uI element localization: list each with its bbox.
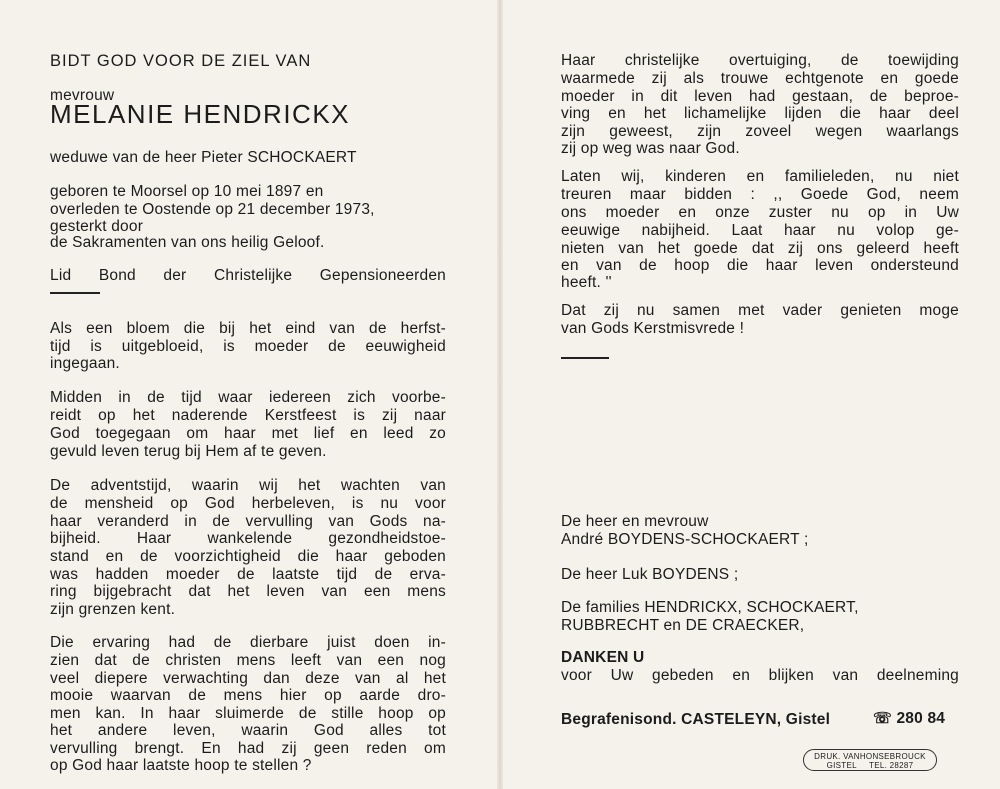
text-line: Midden in de tijd waar iedereen zich voorbe-	[50, 389, 446, 406]
text-line: zij op weg was naar God.	[561, 140, 740, 157]
deceased-name: MELANIE HENDRICKX	[50, 99, 350, 129]
text-line: Als een bloem die bij het eind van de herfst-	[50, 320, 446, 337]
undertaker-name: Begrafenisond. CASTELEYN, Gistel	[561, 711, 831, 728]
undertaker-phone	[873, 710, 945, 728]
text-line: Dat zij nu samen met vader genieten moge	[561, 302, 959, 319]
text-line: was hadden moeder de laatste tijd de erva-	[50, 566, 446, 583]
text-line: veel diepere verwachting dan deze van al het	[50, 670, 446, 687]
bio-line: gesterkt door	[50, 218, 144, 235]
text-line: ring bijgebracht dat het leven van een mens	[50, 583, 446, 600]
text-line: tijd is uitgebloeid, is moeder de eeuwigheid	[50, 338, 446, 355]
text-line: ving en het lichamelijke lijden die haar deel	[561, 105, 959, 122]
phone-number: 280 84	[896, 710, 946, 727]
right-page	[503, 0, 1000, 789]
text-line: haar veranderd in de vervulling van Gods na-	[50, 513, 446, 530]
heading: BIDT GOD VOOR DE ZIEL VAN	[50, 52, 312, 70]
text-line: Die ervaring had de dierbare juist doen in-	[50, 634, 446, 651]
text-line: zijn grenzen kent.	[50, 601, 176, 618]
text-line: op God haar laatste hoop te stellen ?	[50, 757, 312, 774]
thanks-line: De heer Luk BOYDENS ;	[561, 566, 739, 583]
printer-line: GISTEL TEL. 28287	[826, 761, 914, 770]
telephone-icon: ☏	[873, 710, 892, 727]
text-line: nieten van het goede dat zij ons geleerd heeft	[561, 240, 959, 257]
text-line: mooie waarvan de mens hier op aarde dro-	[50, 687, 446, 704]
thanks-line: voor Uw gebeden en blijken van deelneming	[561, 667, 959, 684]
text-line: De adventstijd, waarin wij het wachten van	[50, 477, 446, 494]
text-line: heeft. ''	[561, 274, 612, 291]
text-line: Laten wij, kinderen en familieleden, nu niet	[561, 168, 959, 185]
thanks-line: De heer en mevrouw	[561, 513, 709, 530]
membership-line: Lid Bond der Christelijke Gepensioneerden	[50, 267, 446, 284]
text-line: ingegaan.	[50, 355, 120, 372]
widow-line: weduwe van de heer Pieter SCHOCKAERT	[50, 149, 357, 166]
thanks-line: DANKEN U	[561, 649, 645, 666]
text-line: waarmede zij als trouwe echtgenote en goede	[561, 70, 959, 87]
divider	[50, 292, 100, 294]
text-line: bijheid. Haar wankelende gezondheidstoe-	[50, 530, 446, 547]
text-line: en van de hoop die haar leven ondersteund	[561, 257, 959, 274]
text-line: Haar christelijke overtuiging, de toewijding	[561, 52, 959, 69]
text-line: het andere leven, waarin God alles tot	[50, 722, 446, 739]
text-line: van Gods Kerstmisvrede !	[561, 320, 745, 337]
text-line: men kan. In haar sluimerde de stille hoop op	[50, 705, 446, 722]
text-line: God toegegaan om haar met lief en leed zo	[50, 425, 446, 442]
text-line: stand en de voorzichtigheid die haar geboden	[50, 548, 446, 565]
bio-line: overleden te Oostende op 21 december 1973,	[50, 201, 375, 218]
title-prefix: mevrouw	[50, 87, 115, 104]
text-line: treuren maar bidden : ,, Goede God, neem	[561, 186, 959, 203]
text-line: ons moeder en onze zuster nu op in Uw	[561, 204, 959, 221]
bio-line: de Sakramenten van ons heilig Geloof.	[50, 234, 325, 251]
thanks-line: RUBBRECHT en DE CRAECKER,	[561, 617, 805, 634]
text-line: eeuwige nabijheid. Laat haar nu volop ge-	[561, 222, 959, 239]
thanks-line: De families HENDRICKX, SCHOCKAERT,	[561, 599, 859, 616]
text-line: vervulling brengt. En had zij geen reden om	[50, 740, 446, 757]
text-line: zien dat de christen mens leeft van een nog	[50, 652, 446, 669]
text-line: reidt op het naderende Kerstfeest is zij naar	[50, 407, 446, 424]
printer-stamp	[803, 749, 937, 771]
text-line: zijn geweest, zijn zoveel wegen waarlangs	[561, 123, 959, 140]
left-page	[0, 0, 497, 789]
text-line: gevuld leven terug bij Hem af te geven.	[50, 443, 327, 460]
text-line: moeder in dit leven had gestaan, de beproe-	[561, 88, 959, 105]
text-line: de mensheid op God herbeleven, is nu voor	[50, 495, 446, 512]
printer-line: DRUK. VANHONSEBROUCK	[814, 752, 926, 761]
divider	[561, 357, 609, 359]
bio-line: geboren te Moorsel op 10 mei 1897 en	[50, 183, 324, 200]
thanks-line: André BOYDENS-SCHOCKAERT ;	[561, 531, 809, 548]
